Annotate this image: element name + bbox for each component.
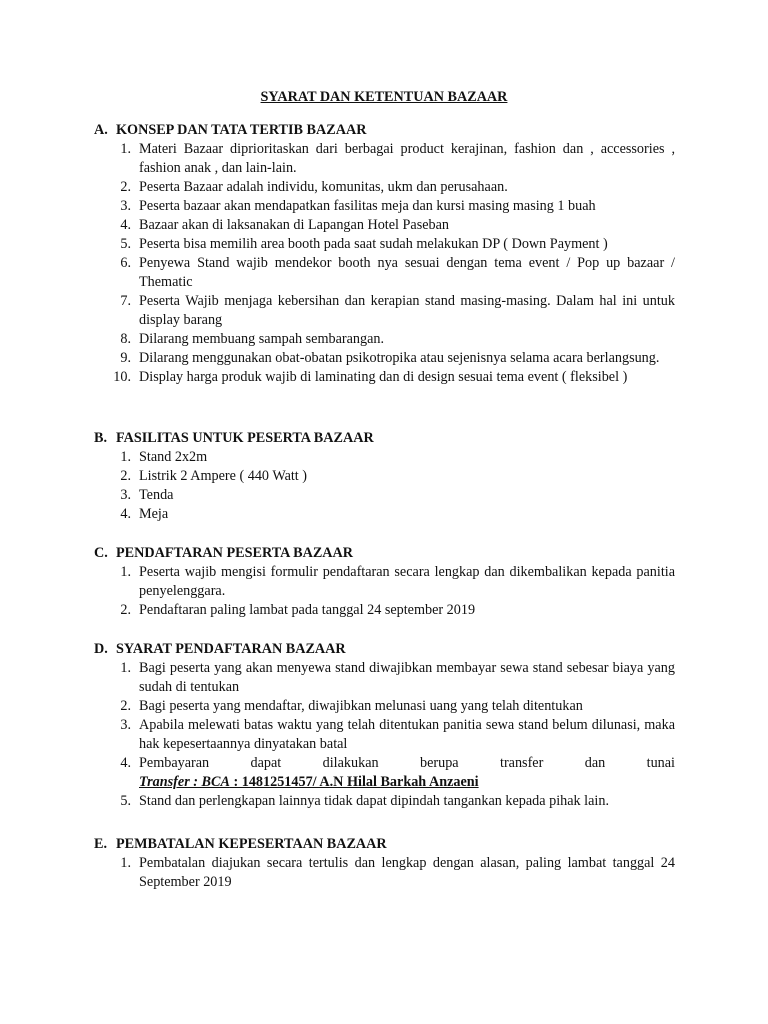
list-item bbox=[94, 754, 675, 792]
item-text: Bazaar akan di laksanakan di Lapangan Hotel Paseban bbox=[139, 217, 450, 233]
item-number: 3. bbox=[120, 717, 131, 733]
list-item bbox=[94, 716, 675, 754]
item-text: Apabila melewati batas waktu yang telah ditentukan panitia sewa stand belum dilunasi, maka hak kepesertaannya dinyatakan batal bbox=[139, 717, 675, 752]
section-letter: C. bbox=[94, 545, 108, 561]
list-item bbox=[94, 292, 675, 330]
item-number: 4. bbox=[120, 755, 131, 771]
item-text bbox=[139, 754, 675, 792]
list-item bbox=[94, 448, 675, 467]
item-text: Penyewa Stand wajib mendekor booth nya sesuai dengan tema event / Pop up bazaar / Thematic bbox=[139, 255, 675, 290]
item-text: Stand dan perlengkapan lainnya tidak dapat dipindah tangankan kepada pihak lain. bbox=[139, 793, 610, 809]
section-heading bbox=[94, 121, 675, 140]
item-number: 6. bbox=[120, 255, 131, 271]
item-number: 10. bbox=[113, 369, 131, 385]
item-number: 8. bbox=[120, 331, 131, 347]
item-text: Stand 2x2m bbox=[139, 449, 208, 465]
item-number: 1. bbox=[120, 855, 131, 871]
item-text: Peserta bazaar akan mendapatkan fasilitas meja dan kursi masing masing 1 buah bbox=[139, 198, 596, 214]
list-item bbox=[94, 601, 675, 620]
section-heading bbox=[94, 835, 675, 854]
section-title: SYARAT PENDAFTARAN BAZAAR bbox=[116, 641, 346, 657]
item-text: Peserta Wajib menjaga kebersihan dan kerapian stand masing-masing. Dalam hal ini untuk display barang bbox=[139, 293, 675, 328]
section-c bbox=[94, 544, 675, 620]
item-number: 1. bbox=[120, 564, 131, 580]
transfer-label: Transfer : BCA bbox=[139, 774, 230, 790]
section-title: FASILITAS UNTUK PESERTA BAZAAR bbox=[116, 430, 374, 446]
list-item bbox=[94, 368, 675, 387]
bank-transfer-info bbox=[139, 774, 479, 790]
item-number: 2. bbox=[120, 468, 131, 484]
item-number: 2. bbox=[120, 179, 131, 195]
item-number: 2. bbox=[120, 698, 131, 714]
item-text: Dilarang menggunakan obat-obatan psikotropika atau sejenisnya selama acara berlangsung. bbox=[139, 350, 660, 366]
transfer-account: : 1481251457/ A.N Hilal Barkah Anzaeni bbox=[229, 774, 479, 790]
list-item bbox=[94, 254, 675, 292]
list-item bbox=[94, 349, 675, 368]
list-item bbox=[94, 178, 675, 197]
item-list bbox=[94, 659, 675, 811]
list-item bbox=[94, 505, 675, 524]
list-item bbox=[94, 697, 675, 716]
item-number: 5. bbox=[120, 236, 131, 252]
item-text: Meja bbox=[139, 506, 169, 522]
item-list bbox=[94, 854, 675, 892]
list-item bbox=[94, 140, 675, 178]
item-text: Materi Bazaar diprioritaskan dari berbagai product kerajinan, fashion dan , accessories , fashion anak , dan lain-lain. bbox=[139, 141, 675, 176]
list-item bbox=[94, 467, 675, 486]
item-list bbox=[94, 448, 675, 524]
item-list bbox=[94, 140, 675, 387]
section-title: PEMBATALAN KEPESERTAAN BAZAAR bbox=[116, 836, 387, 852]
item-text: Peserta bisa memilih area booth pada saat sudah melakukan DP ( Down Payment ) bbox=[139, 236, 608, 252]
item-text: Listrik 2 Ampere ( 440 Watt ) bbox=[139, 468, 308, 484]
document-title: SYARAT DAN KETENTUAN BAZAAR bbox=[260, 89, 508, 105]
item-text: Pendaftaran paling lambat pada tanggal 24 september 2019 bbox=[139, 602, 476, 618]
section-heading bbox=[94, 640, 675, 659]
item-text: Dilarang membuang sampah sembarangan. bbox=[139, 331, 385, 347]
item-number: 4. bbox=[120, 217, 131, 233]
item-number: 3. bbox=[120, 198, 131, 214]
item-number: 7. bbox=[120, 293, 131, 309]
section-letter: B. bbox=[94, 430, 108, 446]
item-number: 1. bbox=[120, 141, 131, 157]
item-text: Peserta wajib mengisi formulir pendaftaran secara lengkap dan dikembalikan kepada panitia penyelenggara. bbox=[139, 564, 675, 599]
list-item bbox=[94, 216, 675, 235]
item-text: Peserta Bazaar adalah individu, komunitas, ukm dan perusahaan. bbox=[139, 179, 508, 195]
section-letter: D. bbox=[94, 641, 108, 657]
payment-methods-text: Pembayaran dapat dilakukan berupa transfer dan tunai bbox=[139, 755, 675, 771]
section-b bbox=[94, 429, 675, 524]
list-item bbox=[94, 235, 675, 254]
list-item bbox=[94, 197, 675, 216]
item-number: 1. bbox=[120, 449, 131, 465]
section-d bbox=[94, 640, 675, 811]
item-text: Bagi peserta yang akan menyewa stand diwajibkan membayar sewa stand sebesar biaya yang sudah di tentukan bbox=[139, 660, 675, 695]
item-text: Pembatalan diajukan secara tertulis dan lengkap dengan alasan, paling lambat tanggal 24 September 2019 bbox=[139, 855, 675, 890]
section-a bbox=[94, 121, 675, 387]
item-text: Bagi peserta yang mendaftar, diwajibkan melunasi uang yang telah ditentukan bbox=[139, 698, 583, 714]
item-text: Display harga produk wajib di laminating dan di design sesuai tema event ( fleksibel ) bbox=[139, 369, 628, 385]
section-letter: A. bbox=[94, 122, 108, 138]
section-e bbox=[94, 835, 675, 892]
item-number: 4. bbox=[120, 506, 131, 522]
section-heading bbox=[94, 544, 675, 563]
list-item bbox=[94, 792, 675, 811]
item-number: 2. bbox=[120, 602, 131, 618]
list-item bbox=[94, 659, 675, 697]
item-text: Tenda bbox=[139, 487, 174, 503]
list-item bbox=[94, 563, 675, 601]
section-letter: E. bbox=[94, 836, 108, 852]
item-number: 3. bbox=[120, 487, 131, 503]
section-heading bbox=[94, 429, 675, 448]
item-list bbox=[94, 563, 675, 620]
list-item bbox=[94, 854, 675, 892]
section-title: PENDAFTARAN PESERTA BAZAAR bbox=[116, 545, 354, 561]
item-number: 1. bbox=[120, 660, 131, 676]
section-title: KONSEP DAN TATA TERTIB BAZAAR bbox=[116, 122, 367, 138]
list-item bbox=[94, 486, 675, 505]
list-item bbox=[94, 330, 675, 349]
item-number: 5. bbox=[120, 793, 131, 809]
item-number: 9. bbox=[120, 350, 131, 366]
